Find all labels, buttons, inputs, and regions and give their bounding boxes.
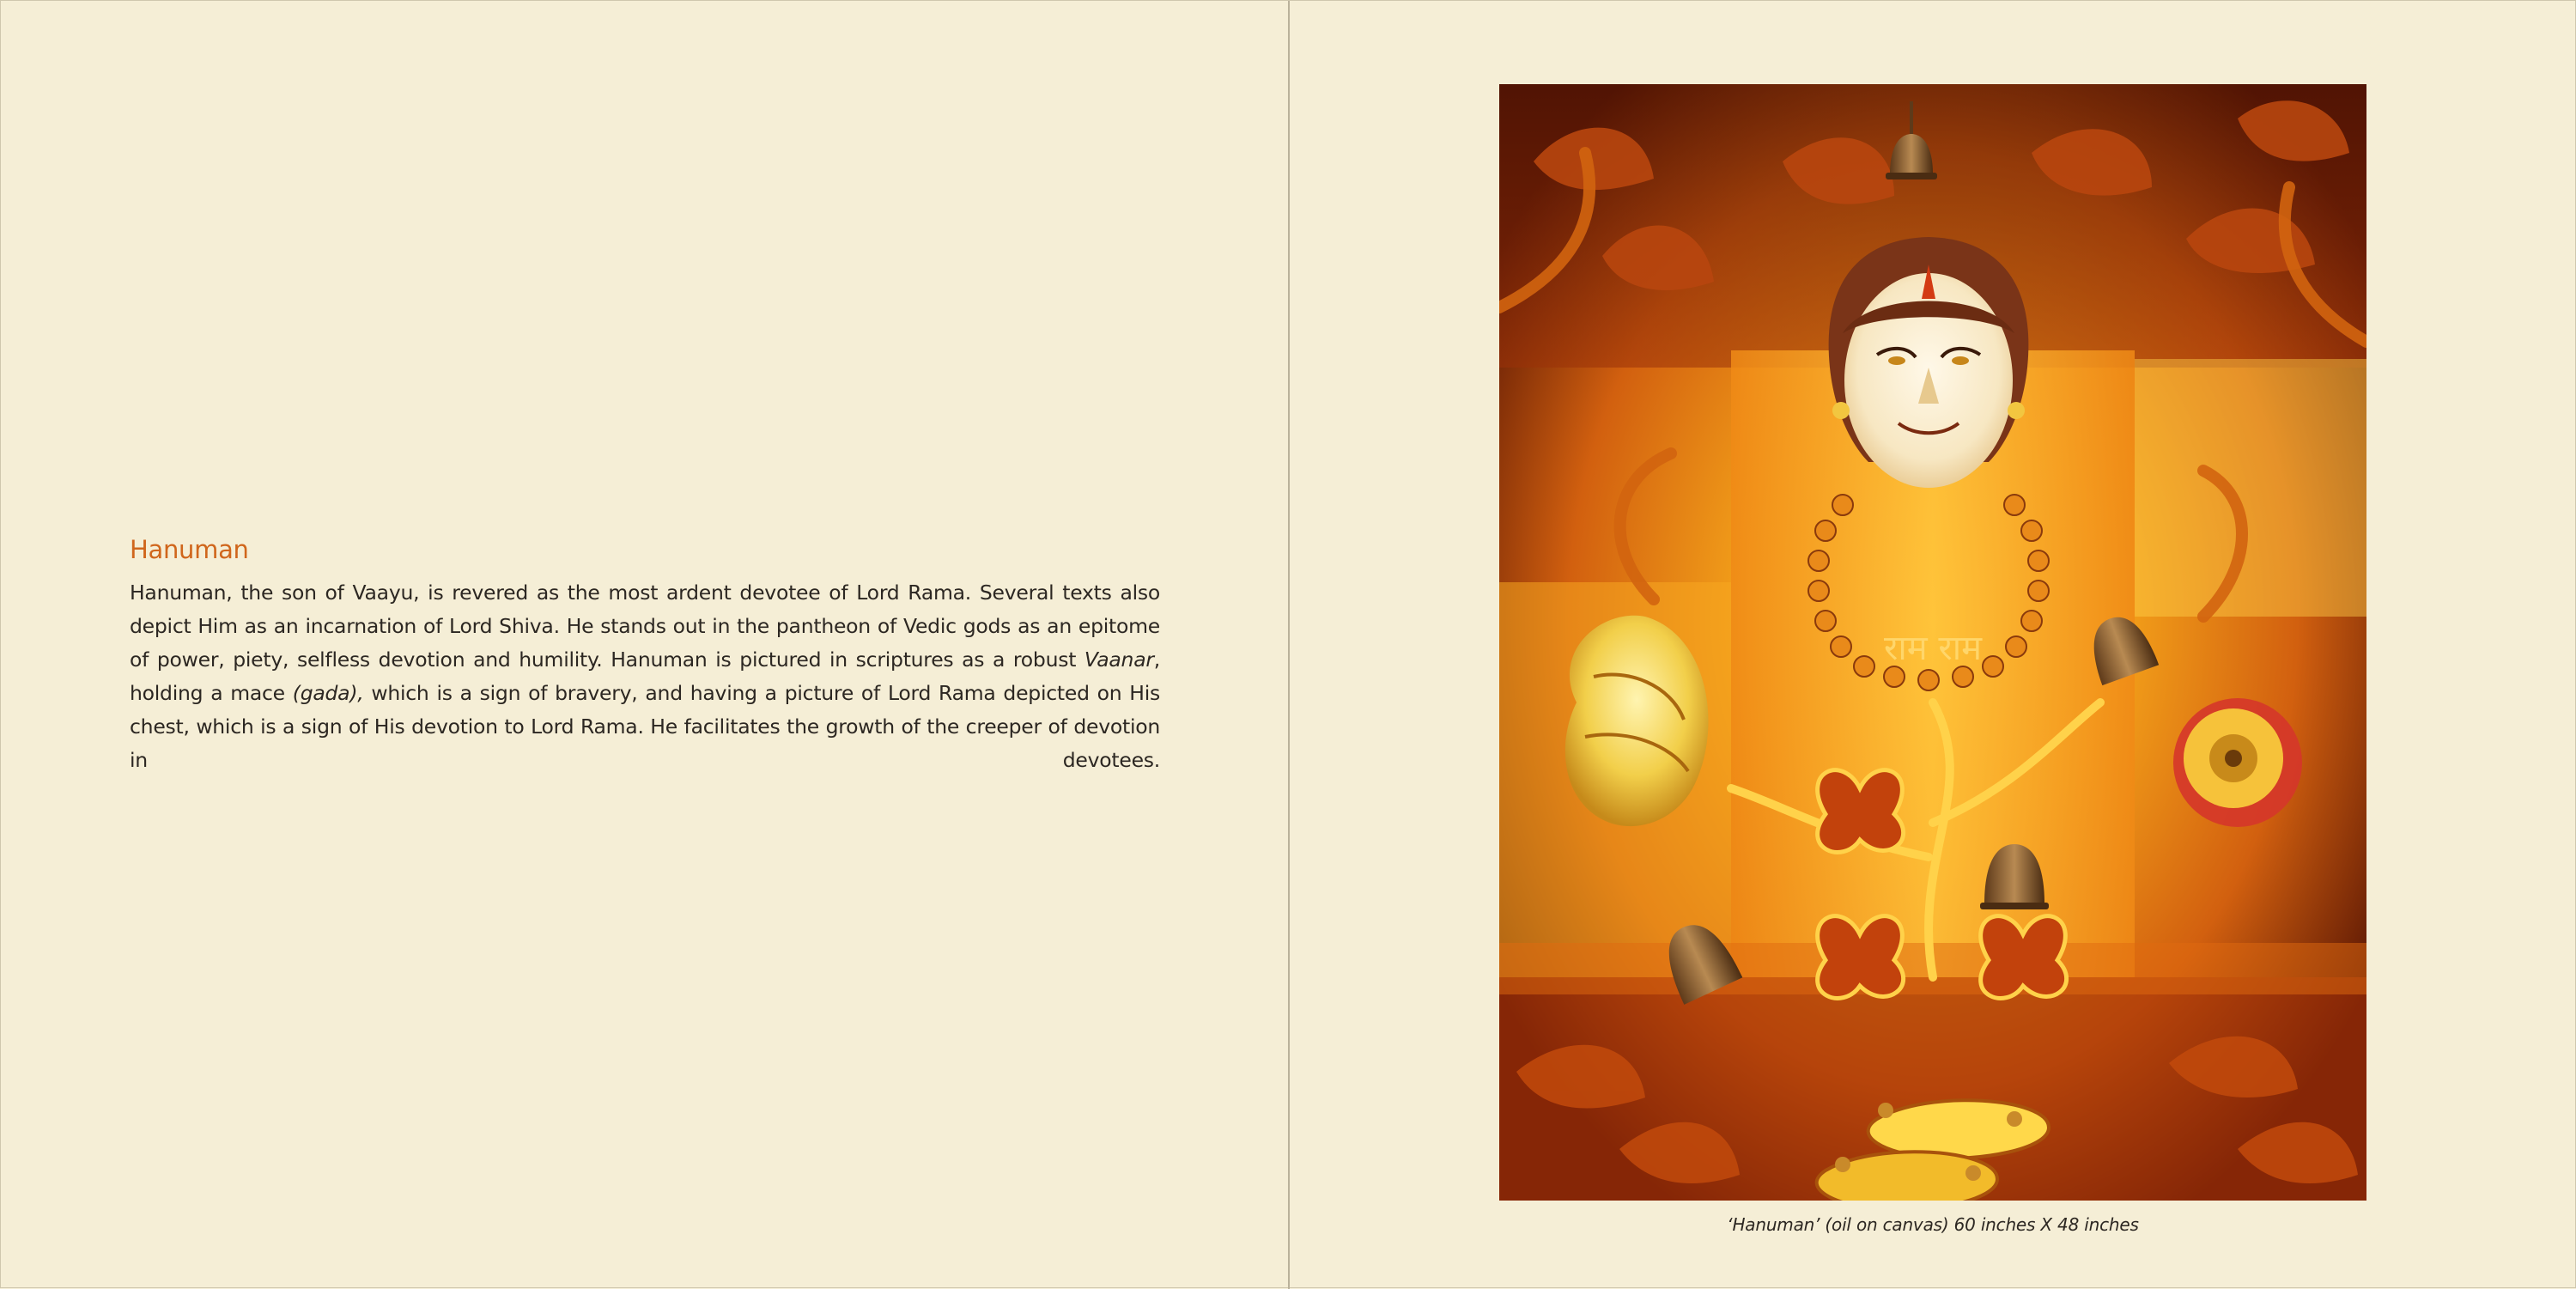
article (130, 535, 1160, 777)
paragraph-text-3: which is a sign of bravery, and having a picture of Lord Rama depicted on His chest, which is a sign of His devotion to Lord Rama. He facilitates the growth of the creeper of devotion in devotees. (130, 681, 1160, 772)
paragraph-text-2: , holding a mace (130, 648, 1160, 705)
paragraph-text-1: Hanuman, the son of Vaayu, is revered as the most ardent devotee of Lord Rama. Several texts also depict Him as an incarnation of Lord Shiva. He stands out in the pantheon of Vedic gods as an epitome of power, piety, selfless devotion and humility. Hanuman is pictured in scriptures as a robust (130, 581, 1160, 672)
paragraph-italic-gada: (gada), (292, 681, 364, 705)
chest-inscription: राम राम (1884, 629, 1982, 668)
article-title: Hanuman (130, 535, 249, 564)
right-page (1290, 1, 2576, 1289)
conch-shell (1565, 616, 1709, 826)
painting-caption: ‘Hanuman’ (oil on canvas) 60 inches X 48 inches (1727, 1214, 2139, 1235)
left-page (1, 1, 1288, 1289)
hanuman-painting (1499, 84, 2366, 1201)
article-paragraph (130, 576, 1160, 777)
gada-mace (2173, 698, 2302, 827)
painting-illustration (1499, 84, 2366, 1201)
paragraph-italic-vaanar: Vaanar (1084, 648, 1154, 672)
